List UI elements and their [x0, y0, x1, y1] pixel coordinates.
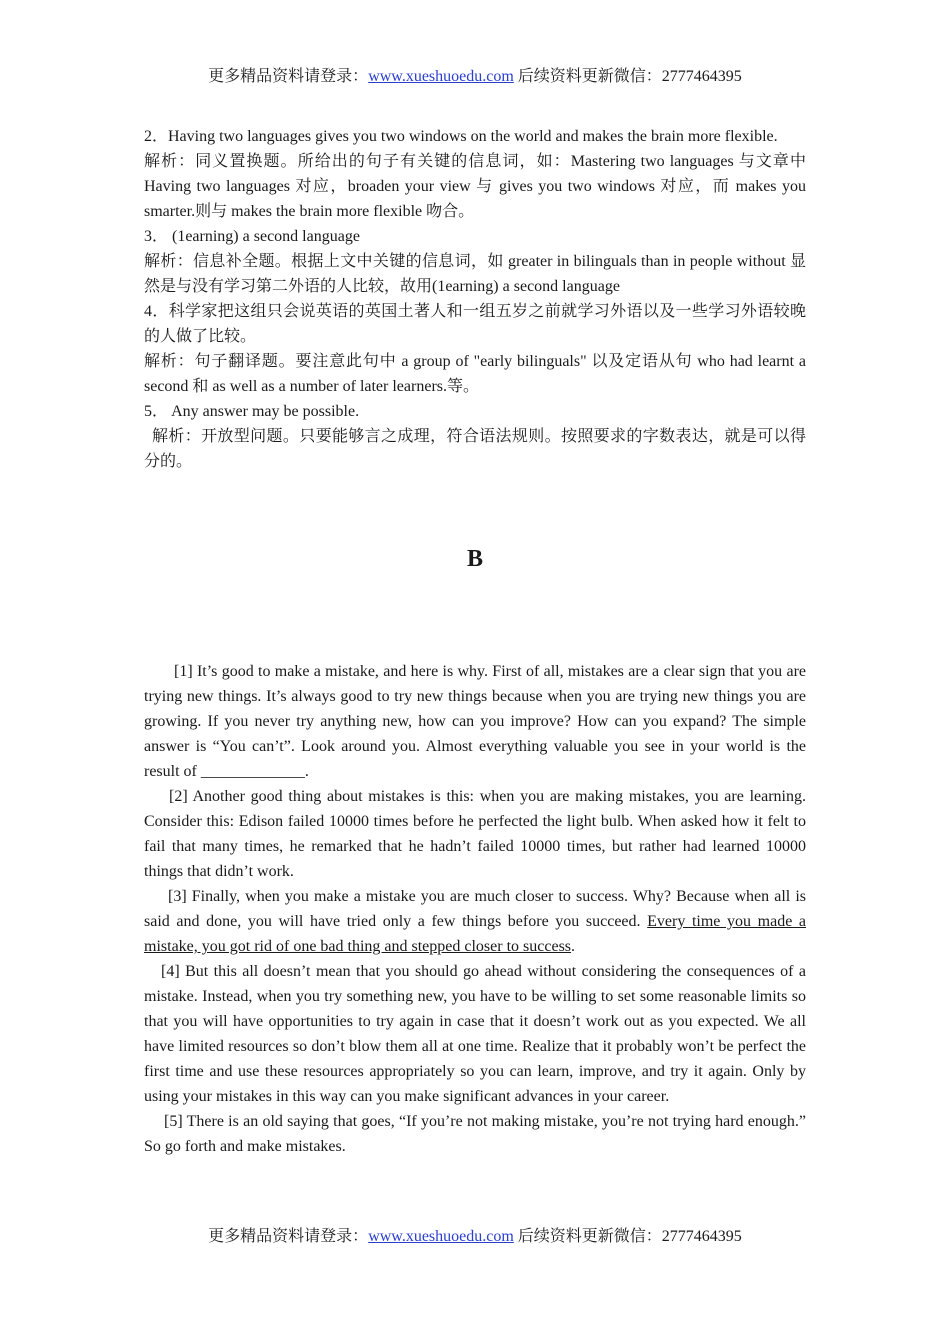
explanation-5: 解析：开放型问题。只要能够言之成理，符合语法规则。按照要求的字数表达，就是可以得分的。 [144, 428, 806, 470]
paragraph-1: [1] It’s good to make a mistake, and here is why. First of all, mistakes are a clear sign that you are trying new things. It’s always good to try new things because when you are trying new things you are growing. If you never try anything new, how can you improve? How can you expand? The simple answer is “You can’t”. Look around you. Almost everything valuable you see in your world is the result of _____________. [144, 663, 806, 780]
paragraph-2: [2] Another good thing about mistakes is this: when you are making mistakes, you are learning. Consider this: Edison failed 10000 times before he perfected the light bulb. When asked how it felt to fail that many times, he remarked that he hadn’t failed 10000 times, but rather had learned 10000 things that didn’t work. [144, 788, 806, 880]
explanation-3: 解析：信息补全题。根据上文中关键的信息词，如 greater in bilinguals than in people without 显然是与没有学习第二外语的人比较，故用(1earning) a second language [144, 253, 806, 295]
paragraph-3-end: . [571, 938, 576, 955]
explanation-4: 解析：句子翻译题。要注意此句中 a group of "early bilinguals" 以及定语从句 who had learnt a second 和 as well as a number of later learners.等。 [144, 353, 806, 395]
footer-suffix: 后续资料更新微信：2777464395 [513, 1228, 742, 1245]
header-website-link[interactable]: www.xueshuoedu.com [368, 68, 514, 85]
page-footer [0, 1227, 950, 1247]
header-prefix: 更多精品资料请登录： [208, 68, 369, 85]
underlined-sentence: Every time you made a mistake, you got rid of one bad thing and stepped closer to success [144, 913, 807, 955]
answer-section [144, 124, 806, 474]
footer-prefix: 更多精品资料请登录： [208, 1228, 369, 1245]
paragraph-3-text: [3] Finally, when you make a mistake you are much closer to success. Why? Because when all is said and done, you will have tried only a few things before you succeed. [144, 888, 806, 930]
paragraph-4: [4] But this all doesn’t mean that you should go ahead without considering the consequences of a mistake. Instead, when you try something new, you have to be willing to set some reasonable limits so that you will have opportunities to try again in case that it doesn’t work out as you expected. We all have limited resources so don’t blow them all at one time. Realize that it probably won’t be perfect the first time and use these resources appropriately so you can learn, improve, and try it again. Only by using your mistakes in this way can you make significant advances in your career. [144, 963, 806, 1105]
reading-passage [144, 659, 806, 1159]
answer-5: 5． Any answer may be possible. [144, 403, 360, 420]
answer-4: 4．科学家把这组只会说英语的英国土著人和一组五岁之前就学习外语以及一些学习外语较晚的人做了比较。 [144, 303, 806, 345]
header-suffix: 后续资料更新微信：2777464395 [513, 68, 742, 85]
answer-3: 3． (1earning) a second language [144, 228, 360, 245]
paragraph-3 [144, 884, 806, 959]
section-title: B [466, 546, 483, 572]
explanation-2: 解析：同义置换题。所给出的句子有关键的信息词，如：Mastering two languages 与文章中 Having two languages 对应，broaden your view 与 gives you two windows 对应，而 makes you smarter.则与 makes the brain more flexible 吻合。 [144, 153, 806, 220]
footer-website-link[interactable]: www.xueshuoedu.com [368, 1228, 514, 1245]
page-header [0, 67, 950, 87]
paragraph-5: [5] There is an old saying that goes, “If you’re not making mistake, you’re not trying hard enough.” So go forth and make mistakes. [144, 1113, 806, 1155]
answer-2: 2．Having two languages gives you two windows on the world and makes the brain more flexible. [144, 128, 778, 145]
